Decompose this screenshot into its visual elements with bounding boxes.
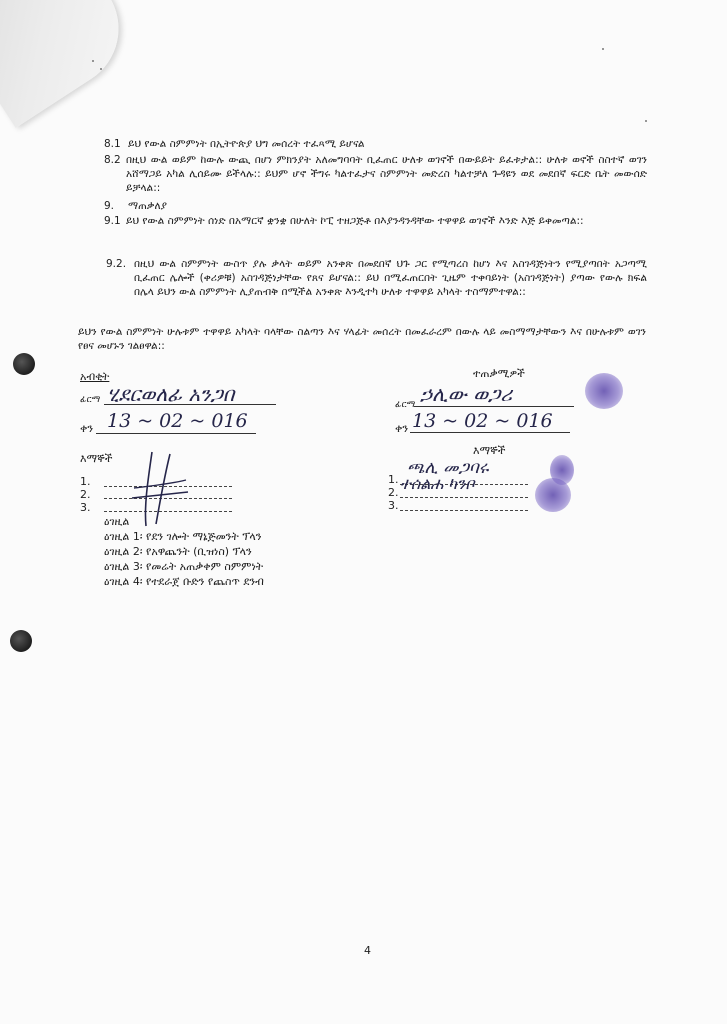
left-witness-scribble (130, 450, 190, 530)
left-signature-line (104, 404, 276, 405)
left-witness-3-number: 3. (80, 501, 91, 514)
right-witness-2-name: ተሰልሐ ካንቦ (400, 474, 475, 493)
clause-8-2-number: 8.2 (104, 154, 121, 166)
left-date-label: ቀን (80, 422, 94, 435)
clause-9-number: 9. (104, 200, 115, 212)
punch-hole-top (13, 353, 35, 375)
right-witness-1-name: ጫሊ መጋባሩ (407, 458, 489, 478)
witness-stamp-large (535, 478, 571, 512)
attachment-4: ዕገዚል 4፡ የተደራጀ ቡድን የጨስጥ ደንብ (104, 575, 264, 588)
clause-8-2-text: በዚህ ውል ወይም ከውሉ ውጪ በሆነ ምክንያት አለመግባባት ቢፈጠር ሁለቱ ወገኖች በውይይት ይፈቱታል:: ሁለቱ ወኖች ስስተኛ ወገን አሸማጋይ አካል ሊሰይሙ ይችላሉ:: ይህም ሆኖ ችግሩ ካልተፈታና ስምምነት መድረስ ካልተቻለ ጉዳዩን ወደ መደበኛ ፍርድ ቤት መውሰድ ይቻላል:: (126, 154, 647, 195)
right-witness-2-line (400, 497, 528, 498)
left-signature-name: ሂደርወለፊ አንጋበ (107, 382, 235, 406)
left-party-heading: አብቂት (80, 370, 110, 383)
right-signature-label: ፊርማ (395, 400, 416, 410)
clause-8-1-text: ይህ የውል ስምምነት በኢትዮጵያ ህግ መሰረት ተፈጻሚ ይሆናል (128, 138, 365, 150)
left-witness-2-number: 2. (80, 488, 91, 501)
clause-9-heading: ማጠቃለያ (128, 200, 168, 212)
page-corner-fold (0, 0, 141, 128)
right-witness-1-number: 1. (388, 473, 399, 486)
left-signature-label: ፊርማ (80, 395, 101, 405)
right-witness-3-line (400, 510, 528, 511)
right-witnesses-heading: እማኞች (473, 444, 506, 457)
right-date-label: ቀን (395, 422, 409, 435)
right-signature-name: ኃሊው ወጋሪ (420, 382, 513, 406)
attachment-2: ዕገዚል 2፡ የአዋጨንት (ቢዝነስ) ፕላን (104, 545, 252, 558)
left-witness-1-number: 1. (80, 475, 91, 488)
left-date-line (96, 433, 256, 434)
left-date-value: 13 ~ 02 ~ 016 (107, 410, 248, 432)
page-number: 4 (364, 944, 371, 957)
right-signature-line (414, 406, 574, 407)
clause-9-2-number: 9.2. (106, 258, 127, 270)
left-witnesses-heading: እማኞች (80, 452, 113, 465)
right-date-value: 13 ~ 02 ~ 016 (412, 410, 553, 432)
right-party-stamp (585, 373, 623, 409)
clause-9-1-number: 9.1 (104, 215, 121, 227)
attachment-3: ዕገዚል 3፡ የመሬት አጠቃቀም ስምምነት (104, 560, 264, 573)
attachment-1: ዕገዚል 1፡ የደን ገሎት ማኔጅመንት ፕላን (104, 530, 262, 543)
closing-statement: ይህን የውል ስምምነት ሁሉቱም ተዋዋይ አካላት ባላቸው ስልጣን እና ሃላፊት መሰረት በመፈራረም በውሉ ላይ መስማማታቸውን እና በሁሉቱም ወገን የፀና መሆኑን ገልፀዋል:: (78, 326, 646, 353)
right-party-heading: ተጠቃሚዎች (473, 367, 525, 380)
right-date-line (410, 432, 570, 433)
attachments-heading: ዕገዚል (104, 515, 130, 528)
clause-8-1-number: 8.1 (104, 138, 121, 150)
clause-9-1-text: ይህ የውል ስምምነት ሰነድ በአማርኛ ቋንቋ በሁለት ኮፒ ተዘጋጅቶ በእያንዳንዳቸው ተዋዋይ ወገኖች እንድ እጅ ይቀመጣል:: (126, 215, 584, 227)
clause-9-2-text: በዚህ ውል ስምምነት ውስጥ ያሉ ቃላት ወይም አንቀጽ በመደበኛ ህጉ ጋር የሚጣረስ ከሆነ እና አስገዳጅነትን የሚያጣበት አጋጣሚ ቢፈጠር ሌሎች (ቀሪዎቹ) አስገዳጅነታቸው የጸና ይሆናል:: ይህ በሚፈጠርበት ጊዜም ተቀባይነት (አስገዳጅነት) ያጣው የውሉ ክፍል በሌላ ይህን ውል ስምምነት ሊያጠብቅ በሚችል አንቀጽ እንዲተካ ሁለቱ ተዋዋይ አካላት ተስማምተዋል:: (134, 258, 647, 299)
punch-hole-bottom (10, 630, 32, 652)
right-witness-3-number: 3. (388, 499, 399, 512)
right-witness-2-number: 2. (388, 486, 399, 499)
